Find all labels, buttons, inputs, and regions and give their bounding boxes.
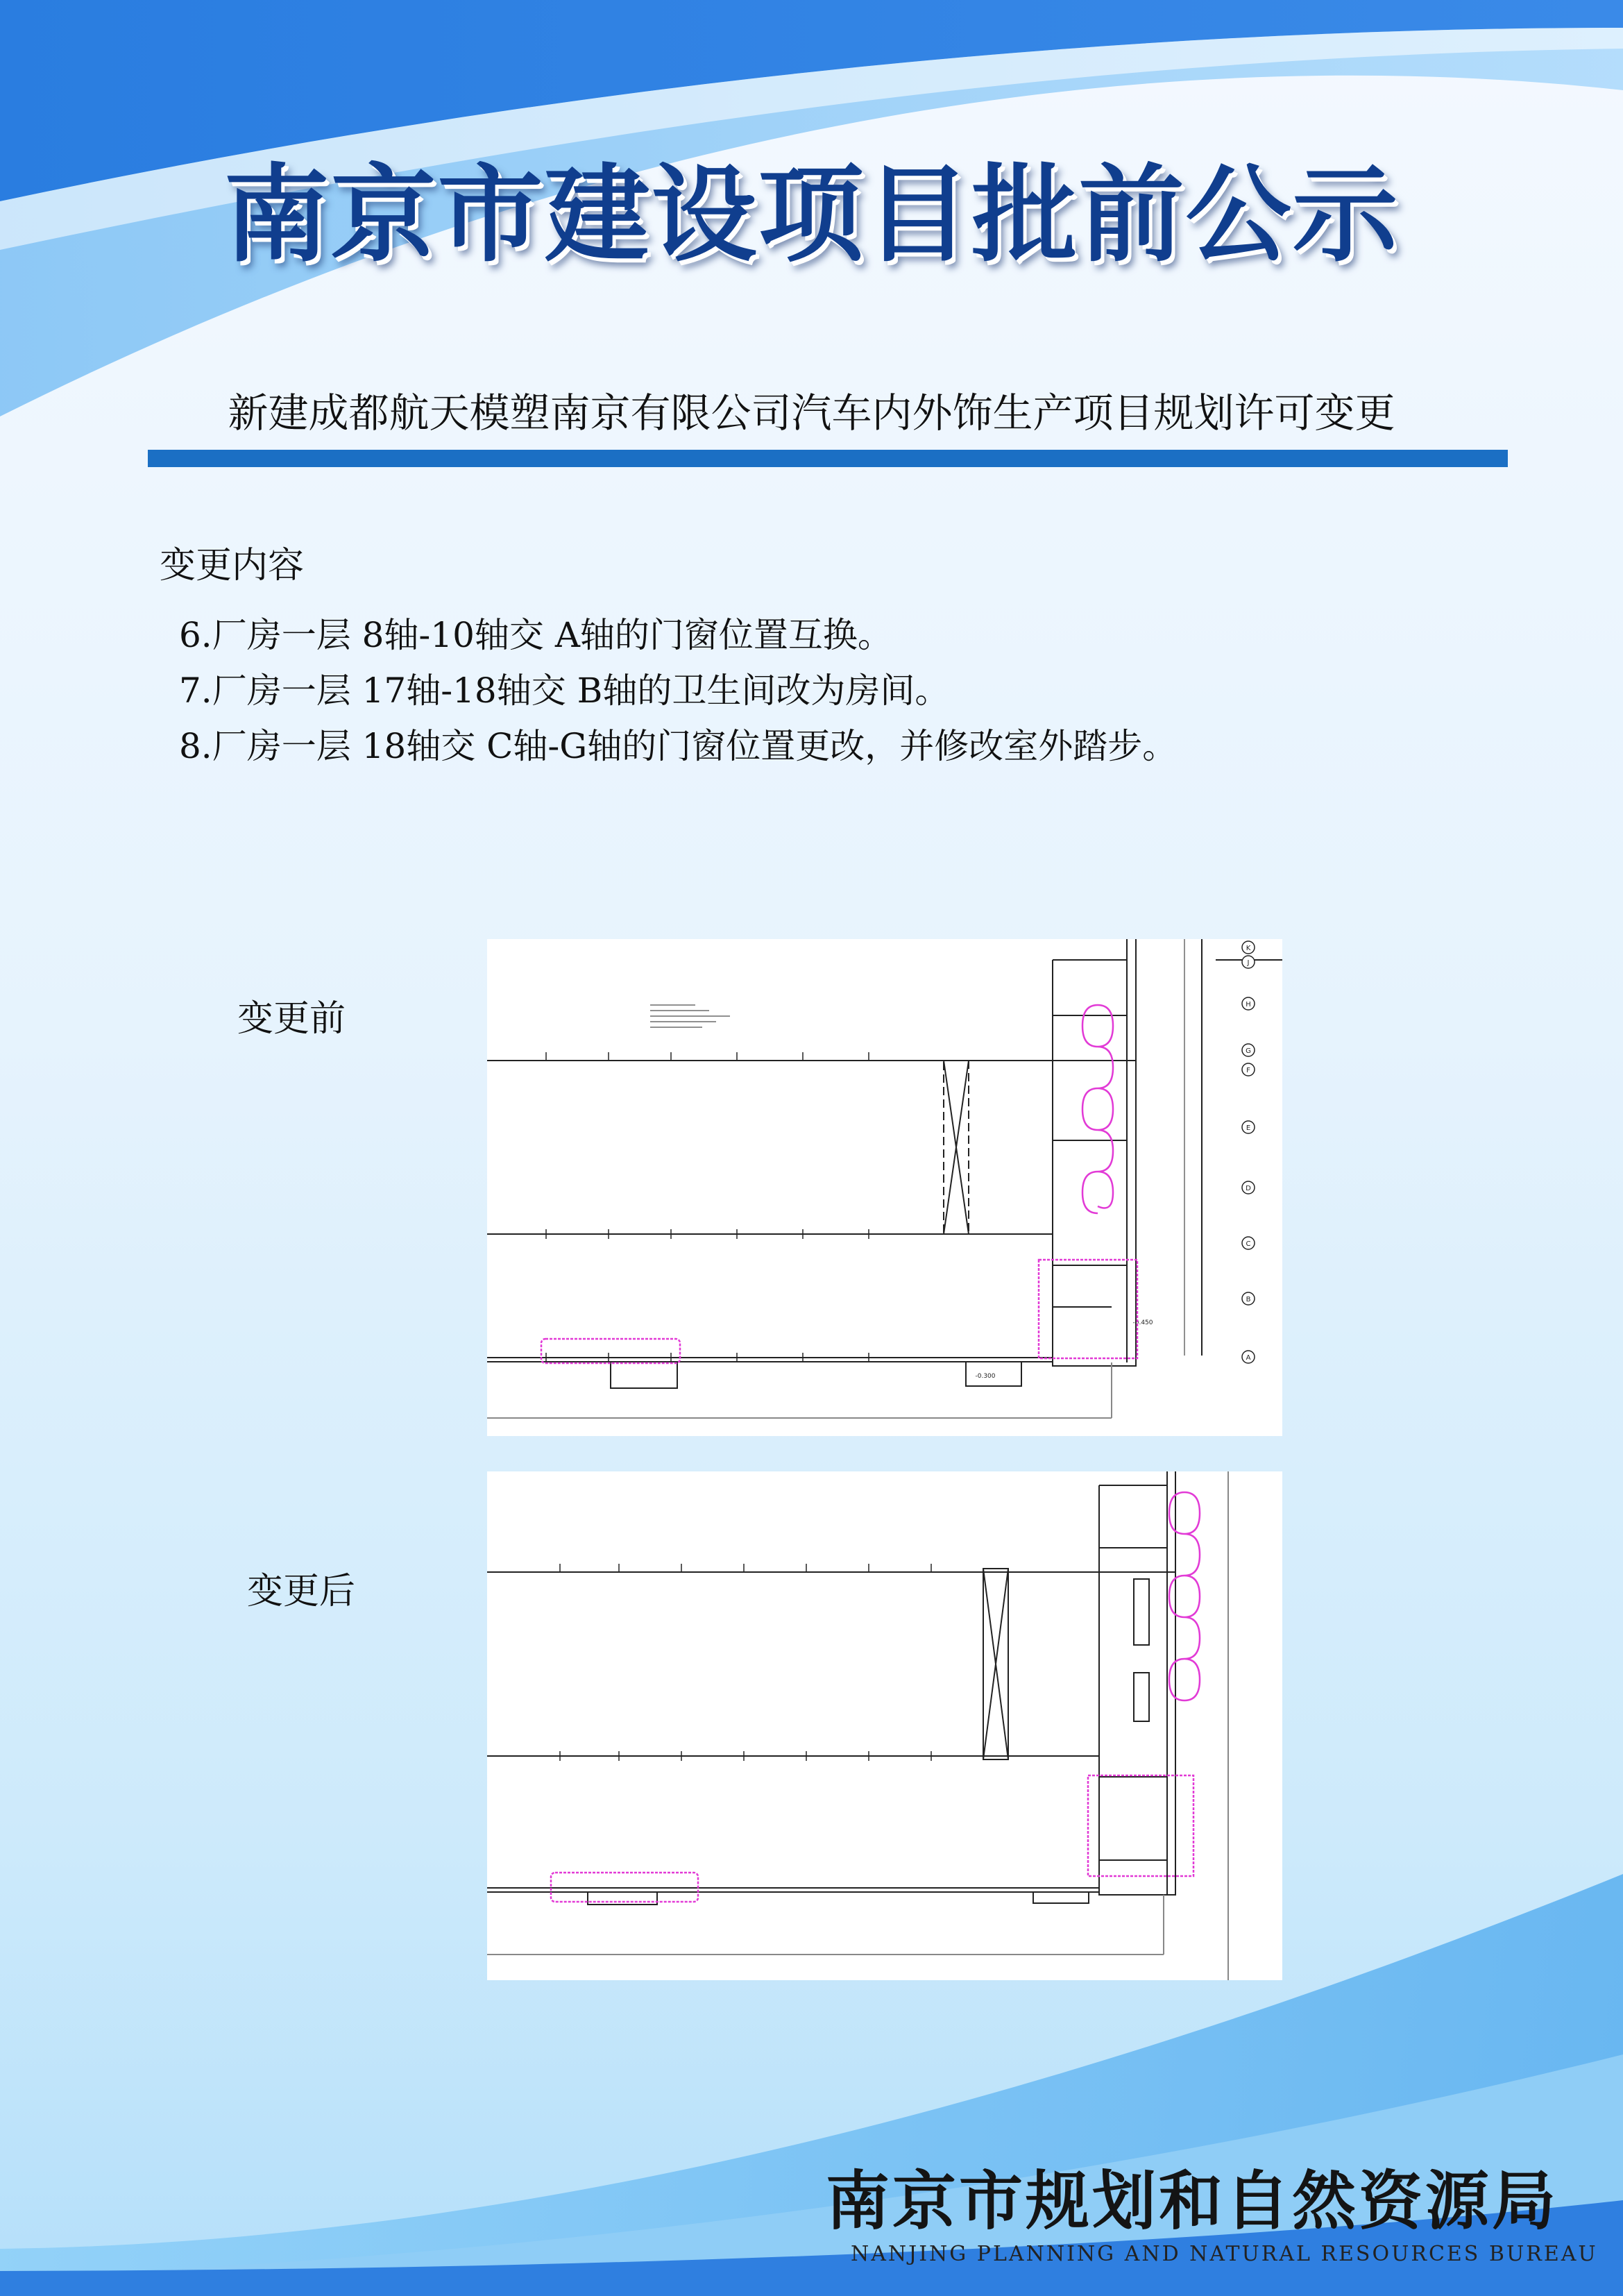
changes-section-label: 变更内容 — [160, 545, 305, 586]
level-mark: -0.450 — [1132, 1319, 1153, 1326]
change-item: 8.厂房一层 18轴交 C轴-G轴的门窗位置更改，并修改室外踏步。 — [179, 726, 1178, 766]
level-mark: -0.300 — [975, 1373, 996, 1380]
axis-label: C — [1246, 1240, 1251, 1248]
after-label: 变更后 — [247, 1571, 356, 1612]
axis-label: D — [1246, 1185, 1251, 1192]
footer-org-name: 南京市规划和自然资源局 — [826, 2163, 1559, 2238]
before-label: 变更前 — [237, 998, 346, 1040]
change-item: 6.厂房一层 8轴-10轴交 A轴的门窗位置互换。 — [179, 615, 892, 655]
divider-rule — [148, 450, 1508, 467]
before-plan-drawing — [487, 939, 1282, 1436]
axis-label: B — [1246, 1296, 1251, 1303]
after-plan-drawing — [487, 1471, 1282, 1980]
axis-label: J — [1247, 959, 1250, 967]
after-floor-plan — [487, 1471, 1282, 1980]
axis-label: K — [1246, 945, 1251, 952]
footer-org-name-en: NANJING PLANNING AND NATURAL RESOURCES BUREAU — [851, 2242, 1598, 2266]
axis-label: H — [1246, 1001, 1251, 1008]
project-subtitle: 新建成都航天模塑南京有限公司汽车内外饰生产项目规划许可变更 — [228, 389, 1395, 437]
page-title: 南京市建设项目批前公示 — [223, 152, 1400, 276]
axis-label: F — [1246, 1067, 1250, 1074]
axis-label: A — [1246, 1354, 1251, 1362]
change-item: 7.厂房一层 17轴-18轴交 B轴的卫生间改为房间。 — [179, 670, 950, 711]
before-floor-plan — [487, 939, 1282, 1436]
changes-list — [179, 607, 1177, 774]
axis-label: G — [1246, 1047, 1251, 1055]
axis-label: E — [1246, 1124, 1251, 1132]
